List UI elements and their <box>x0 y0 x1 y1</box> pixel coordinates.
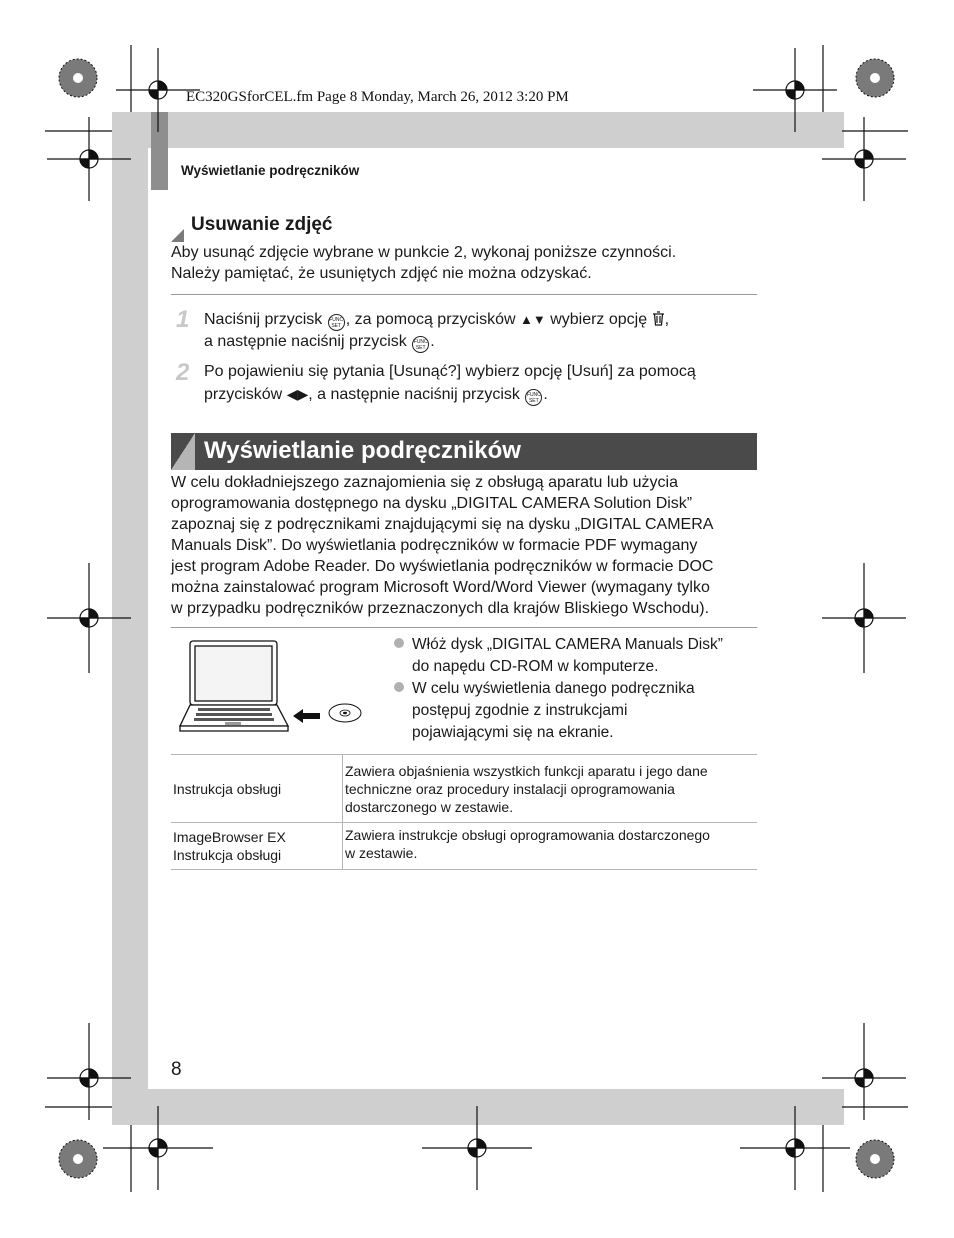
subsection-title: Usuwanie zdjęć <box>191 214 333 235</box>
step-1-line-1 <box>204 309 669 331</box>
func-set-icon: FUNC SET <box>412 336 429 353</box>
divider <box>171 627 757 628</box>
step-text: Naciśnij przycisk <box>204 311 323 328</box>
body-line: oprogramowania dostępnego na dysku „DIGITAL CAMERA Solution Disk” <box>171 495 693 512</box>
body-line: jest program Adobe Reader. Do wyświetlania podręczników w formacie DOC <box>171 558 714 575</box>
step-2-line-2 <box>204 383 548 406</box>
bullet-text: W celu wyświetlenia danego podręcznika <box>412 680 695 697</box>
table-cell-desc: Zawiera instrukcje obsługi oprogramowania dostarczonego w zestawie. <box>343 823 758 870</box>
table-row <box>171 755 757 823</box>
intro-line: Należy pamiętać, że usuniętych zdjęć nie można odzyskać. <box>171 265 592 282</box>
print-slug: EC320GSforCEL.fm Page 8 Monday, March 26, 2012 3:20 PM <box>186 89 569 105</box>
divider <box>171 294 757 295</box>
step-1-line-2 <box>204 331 435 353</box>
running-head: Wyświetlanie podręczników <box>181 163 360 178</box>
step-2-line-1: Po pojawieniu się pytania [Usunąć?] wybierz opcję [Usuń] za pomocą <box>204 363 696 380</box>
bullet-text: Włóż dysk „DIGITAL CAMERA Manuals Disk” <box>412 636 723 653</box>
func-set-icon: FUNC SET <box>525 389 542 406</box>
bullet-text: pojawiającymi się na ekranie. <box>412 724 614 741</box>
section-band-corner <box>171 433 195 470</box>
body-line: zapoznaj się z podręcznikami znajdującymi się na dysku „DIGITAL CAMERA <box>171 516 714 533</box>
step-text: , <box>664 311 670 328</box>
page-number: 8 <box>171 1059 182 1080</box>
bullet-dot <box>394 682 404 692</box>
step-text: wybierz opcję <box>550 311 648 328</box>
bullet-text: postępuj zgodnie z instrukcjami <box>412 702 628 719</box>
body-line: w przypadku podręczników przeznaczonych dla krajów Bliskiego Wschodu). <box>171 600 710 617</box>
bullet-item <box>394 634 723 678</box>
body-line: można zainstalować program Microsoft Word/Word Viewer (wymagany tylko <box>171 579 710 596</box>
trash-icon <box>652 311 665 326</box>
step-text: a następnie naciśnij przycisk <box>204 333 407 350</box>
table-cell-name: Instrukcja obsługi <box>171 755 343 823</box>
section-title: Wyświetlanie podręczników <box>204 437 521 464</box>
step-text: . <box>430 333 435 350</box>
manuals-table <box>171 754 757 870</box>
step-text: . <box>543 386 548 403</box>
bullet-text: do napędu CD-ROM w komputerze. <box>412 658 659 675</box>
bullet-dot <box>394 638 404 648</box>
table-cell-name: ImageBrowser EX Instrukcja obsługi <box>171 823 343 870</box>
intro-line: Aby usunąć zdjęcie wybrane w punkcie 2, wykonaj poniższe czynności. <box>171 244 677 261</box>
body-line: W celu dokładniejszego zaznajomienia się z obsługą aparatu lub użycia <box>171 474 678 491</box>
step-text: , za pomocą przycisków <box>345 311 516 328</box>
step-text: przycisków <box>204 386 283 403</box>
func-set-icon: FUNC SET <box>328 314 345 331</box>
step-number: 2 <box>176 359 190 386</box>
up-down-arrows-icon: ▲▼ <box>520 312 546 327</box>
step-text: , a następnie naciśnij przycisk <box>308 386 520 403</box>
table-cell-desc: Zawiera objaśnienia wszystkich funkcji aparatu i jego dane techniczne oraz procedury instalacji oprogramowania dostarczonego w zestawie. <box>343 755 758 823</box>
section-body <box>171 472 757 619</box>
step-number: 1 <box>176 306 190 333</box>
table-row <box>171 823 757 870</box>
subsection-marker <box>171 229 184 242</box>
bullet-item <box>394 678 695 744</box>
left-right-arrows-icon: ◀▶ <box>286 386 309 402</box>
body-line: Manuals Disk”. Do wyświetlania podręczników w formacie PDF wymagany <box>171 537 698 554</box>
laptop-cd-illustration <box>178 638 364 738</box>
